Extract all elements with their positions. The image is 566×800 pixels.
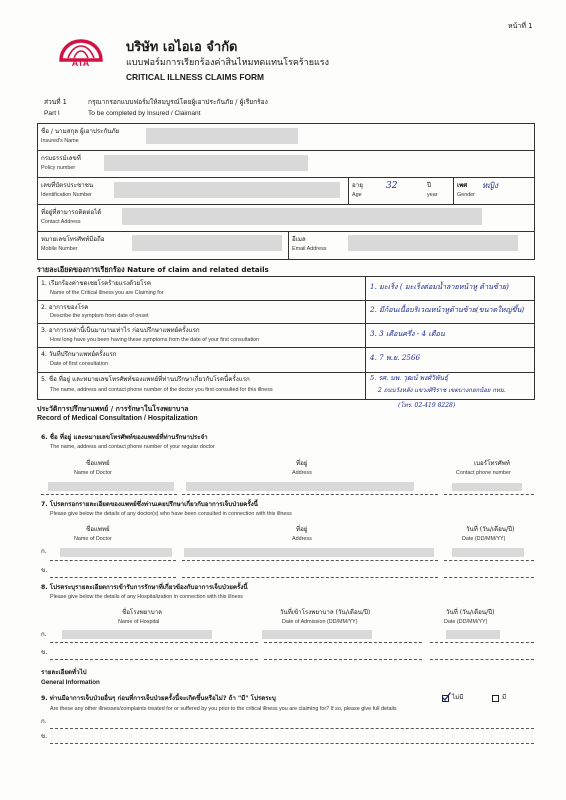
nature-row-2-en: Describe the symptom from date of onset	[50, 313, 149, 319]
q7-col-name-th: ชื่อแพทย์	[86, 526, 110, 533]
nature-row-2-th	[41, 304, 88, 311]
q8-row-a: ก.	[41, 631, 47, 638]
part1-label-en: Part I	[44, 110, 60, 117]
q8-row-b: ข.	[41, 649, 48, 656]
logo-text: AIA	[71, 58, 91, 68]
q8-col-adm-en: Date of Admission (DD/MM/YY)	[282, 619, 358, 625]
company-name: บริษัท เอไอเอ จำกัด	[126, 40, 238, 55]
nature-row-4-en: Date of first consultation	[50, 361, 108, 367]
nature-row-5-en: The name, address and contact phone number of the doctor you first consulted for this illness	[50, 387, 273, 393]
q6-col-phone-en: Contact phone number	[456, 470, 511, 476]
email-label-en: Email Address	[292, 246, 327, 252]
nature-row-1-num: 1.	[41, 280, 47, 287]
q9-en: Are these any other illnesses/complaints treated for or suffered by you prior to the critical illness you are claiming for? If so, please give full details	[50, 706, 397, 712]
gender-label-th: เพศ	[457, 182, 468, 189]
q6-phone[interactable]	[452, 483, 522, 491]
q6-th: 6. ชื่อ ที่อยู่ และหมายเลขโทรศัพท์ของแพทย์ที่ท่านรักษาประจำ	[41, 434, 208, 441]
nature-row-4-label: วันที่ปรึกษาแพทย์ครั้งแรก	[48, 351, 117, 358]
nature-row-1-th	[41, 280, 151, 287]
q7-row-b: ข.	[41, 567, 48, 574]
part1-desc-en: To be completed by Insured / Claimant	[88, 110, 201, 117]
id-label-en: Identification Number	[41, 192, 92, 198]
q6-doctor-name[interactable]	[48, 482, 174, 491]
q8-col-adm-th: วันที่เข้าโรงพยาบาล (วัน/เดือน/ปี)	[280, 609, 371, 616]
nature-row-3-label: อาการเหล่านี้เป็นมานานเท่าไร ก่อนปรึกษาแพทย์ครั้งแรก	[48, 327, 200, 334]
q7-date-a[interactable]	[452, 548, 524, 557]
insured-name-label-th: ชื่อ / นามสกุล ผู้เอาประกันภัย	[41, 128, 120, 135]
q8-admission-a[interactable]	[262, 630, 372, 639]
q6-en: The name, address and contact phone number of your regular doctor	[50, 444, 215, 450]
nature-row-4-th	[41, 351, 117, 358]
q8-date-a[interactable]	[446, 630, 500, 639]
nature-title: รายละเอียดของการเรียกร้อง Nature of claim and related details	[37, 265, 269, 274]
medical-title-en: Record of Medical Consultation / Hospitalization	[37, 415, 198, 422]
nature-row-2-label: อาการของโรค	[48, 304, 89, 311]
q6-col-name-en: Name of Doctor	[74, 470, 112, 476]
q7-th: 7. โปรดกรอกรายละเอียดของแพทย์ซึ่งท่านเคยปรึกษาเกี่ยวกับอาการเจ็บป่วยครั้งนี้	[41, 501, 258, 508]
part1-label-th: ส่วนที่ 1	[44, 98, 67, 106]
q7-col-date-en: Date (DD/MM/YY)	[462, 536, 506, 542]
year-label-th: ปี	[427, 182, 431, 189]
gender-label-en: Gender	[457, 192, 475, 198]
q8-en: Please give below the details of any Hospitalization in connection with this illness	[50, 594, 243, 600]
q7-col-name-en: Name of Doctor	[74, 536, 112, 542]
q8-hospital-a[interactable]	[62, 630, 212, 639]
q7-doctor-name-a[interactable]	[60, 548, 172, 557]
q9-row-a: ก.	[41, 718, 47, 725]
policy-number-field[interactable]	[104, 155, 308, 171]
id-number-field[interactable]	[114, 182, 340, 198]
nature-row-4-answer[interactable]: 4. 7 พ.ย. 2566	[370, 353, 421, 362]
q9-th: 9. ท่านมีอาการเจ็บป่วยอื่นๆ ก่อนที่การเจ็บป่วยครั้งนี้จะเกิดขึ้นหรือไม่? ถ้า "มี" โปรดระบุ	[41, 695, 276, 702]
nature-row-5-label: ชื่อ ที่อยู่ และหมายเลขโทรศัพท์ของแพทย์ที่ท่านปรึกษาเกี่ยวกับโรคนี้ครั้งแรก	[48, 376, 250, 383]
general-en: General Information	[41, 679, 100, 686]
q6-address[interactable]	[186, 482, 414, 491]
q8-col-hosp-th: ชื่อโรงพยาบาล	[122, 609, 162, 616]
nature-row-4-num: 4.	[41, 351, 47, 358]
id-label-th: เลขที่บัตรประชาชน	[41, 182, 94, 189]
q8-th: 8. โปรดระบุรายละเอียดการเข้ารับการรักษาที่เกี่ยวข้องกับอาการเจ็บป่วยครั้งนี้	[41, 584, 248, 591]
page-number: หน้าที่ 1	[508, 22, 533, 30]
year-label-en: year	[427, 192, 438, 198]
address-label-en: Contact Address	[41, 219, 81, 225]
nature-row-2-num: 2.	[41, 304, 47, 311]
age-label-th: อายุ	[352, 182, 363, 189]
insured-name-field[interactable]	[146, 128, 298, 144]
mobile-field[interactable]	[132, 235, 282, 251]
nature-row-5-answer-phone[interactable]: (โทร. 02-419 8228)	[398, 402, 456, 409]
nature-row-5-th	[41, 376, 250, 383]
nature-row-5-answer[interactable]: 5. รศ. นพ. วุฒน์ พงศ์วิพันธุ์	[370, 374, 448, 382]
q9-yes-label: มี	[502, 694, 507, 701]
q7-address-a[interactable]	[184, 548, 434, 557]
q9-no-label: ไม่มี	[452, 694, 464, 701]
q6-col-addr-th: ที่อยู่	[296, 460, 308, 467]
nature-row-1-answer[interactable]: 1. มะเร็ง ( มะเร็งต่อมน้ำลายหน้าหู ด้านซ้าย)	[370, 282, 509, 291]
q9-row-b: ข.	[41, 733, 48, 740]
form-title-en: CRITICAL ILLNESS CLAIMS FORM	[126, 72, 265, 82]
q8-col-hosp-en: Name of Hospital	[118, 619, 160, 625]
address-label-th: ที่อยู่ที่สามารถติดต่อได้	[41, 209, 102, 216]
nature-row-3-th	[41, 327, 200, 334]
nature-row-2-answer[interactable]: 2. มีก้อนเนื้อบริเวณหน้าหูด้านซ้าย(ขนาดใหญ่ขึ้น)	[370, 305, 525, 314]
nature-row-5-answer-address[interactable]: 2 ถนนวังหลัง แขวงศิริราช เขตบางกอกน้อย กทม.	[378, 387, 506, 394]
q7-col-addr-en: Address	[292, 536, 312, 542]
email-field[interactable]	[348, 235, 518, 251]
q6-col-phone-th: เบอร์โทรศัพท์	[474, 460, 510, 467]
nature-row-5-num: 5.	[41, 376, 47, 383]
mobile-label-en: Mobile Number	[41, 246, 78, 252]
q7-col-addr-th: ที่อยู่	[296, 526, 308, 533]
q7-en: Please give below the details of any doctor(s) who have been consulted in connection with this illness	[50, 511, 292, 517]
nature-row-3-en: How long have you been having these symptoms from the date of your first consultation	[50, 337, 260, 343]
mobile-label-th: หมายเลขโทรศัพท์มือถือ	[41, 236, 105, 243]
policy-label-th: กรมธรรม์เลขที่	[41, 155, 81, 162]
form-title-th: แบบฟอร์มการเรียกร้องค่าสินไหมทดแทนโรคร้ายแรง	[126, 58, 330, 68]
q6-col-addr-en: Address	[292, 470, 312, 476]
policy-label-en: Policy number	[41, 165, 76, 171]
nature-row-3-answer[interactable]: 3. 3 เดือนครึ่ง - 4 เดือน	[370, 329, 445, 338]
q8-col-date-en: Date (DD/MM/YY)	[444, 619, 488, 625]
nature-row-3-num: 3.	[41, 327, 47, 334]
nature-row-1-en: Name of the Critical illness you are Claiming for	[50, 290, 164, 296]
q9-no-checkbox[interactable]	[442, 695, 449, 702]
q6-col-name-th: ชื่อแพทย์	[86, 460, 110, 467]
address-field[interactable]	[122, 208, 482, 225]
medical-title-th: ประวัติการปรึกษาแพทย์ / การรักษาในโรงพยาบาล	[37, 405, 189, 413]
email-label-th: อีเมล	[292, 236, 306, 243]
age-value[interactable]: 32	[386, 181, 398, 191]
age-label-en: Age	[352, 192, 362, 198]
part1-desc-th: กรุณากรอกแบบฟอร์มให้สมบูรณ์โดยผู้เอาประกันภัย / ผู้เรียกร้อง	[88, 98, 268, 106]
q7-col-date-th: วันที่ (วัน/เดือน/ปี)	[466, 526, 515, 533]
q7-row-a: ก.	[41, 548, 47, 555]
nature-row-1-label: เรียกร้องค่าชดเชยโรคร้ายแรงด้วยโรค	[48, 280, 151, 287]
insured-name-label-en: Insured's Name	[41, 138, 79, 144]
q8-col-date-th: วันที่ (วัน/เดือน/ปี)	[446, 609, 495, 616]
aia-logo-icon	[58, 38, 104, 74]
q9-yes-checkbox[interactable]	[492, 695, 499, 702]
general-th: รายละเอียดทั่วไป	[41, 669, 87, 676]
gender-value[interactable]: หญิง	[482, 181, 498, 190]
